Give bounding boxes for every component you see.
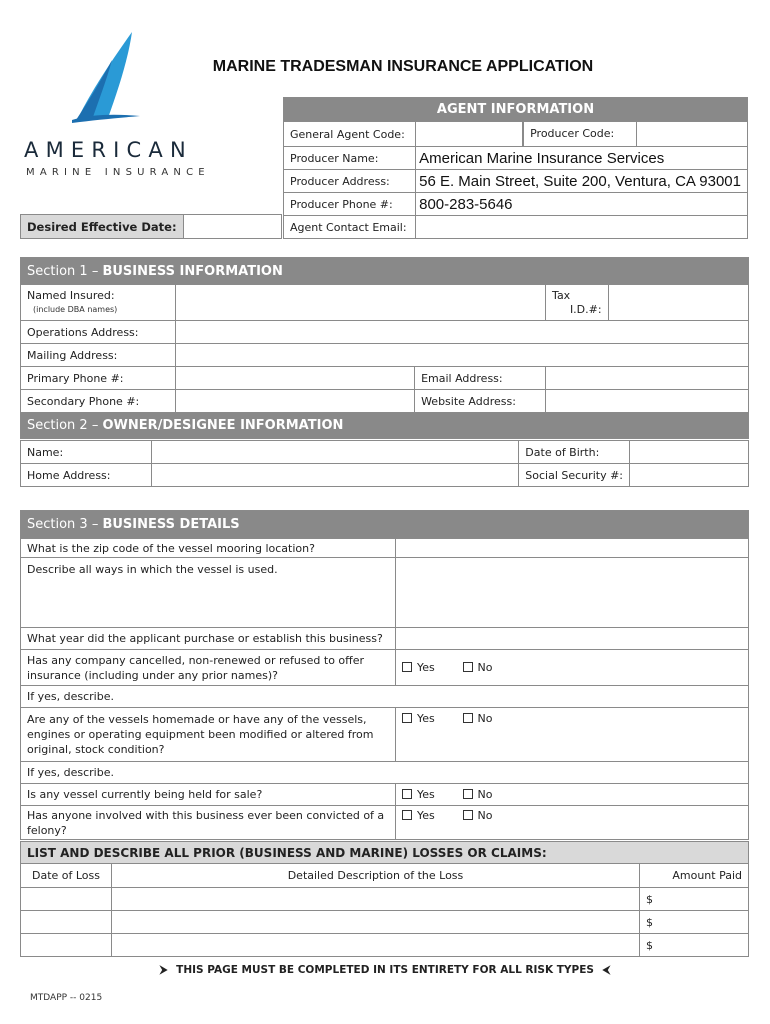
home-address-label: Home Address: [21,464,152,487]
website-address-field[interactable] [546,390,749,413]
form-code: MTDAPP -- 0215 [30,993,103,1003]
producer-name-field[interactable]: American Marine Insurance Services [416,147,748,170]
ssn-field[interactable] [630,464,749,487]
home-address-field[interactable] [152,464,519,487]
homemade-no-option[interactable]: No [463,712,520,725]
year-question: What year did the applicant purchase or establish this business? [21,628,396,650]
agent-email-field[interactable] [416,216,748,239]
email-address-label: Email Address: [415,367,546,390]
owner-name-field[interactable] [152,441,519,464]
loss-row-1-date[interactable] [21,888,112,911]
cancelled-yes-option[interactable]: Yes [402,661,459,674]
section2-header: Section 2 – OWNER/DESIGNEE INFORMATION [21,413,749,439]
loss-row-2-date[interactable] [21,911,112,934]
primary-phone-label: Primary Phone #: [21,367,176,390]
loss-row-1-amount[interactable]: $ [640,888,749,911]
homemade-yes-option[interactable]: Yes [402,712,459,725]
website-address-label: Website Address: [415,390,546,413]
owner-name-label: Name: [21,441,152,464]
brand-name: AMERICAN [24,138,193,162]
homemade-describe-field[interactable]: If yes, describe. [21,762,749,784]
operations-address-label: Operations Address: [21,321,176,344]
cancelled-question: Has any company cancelled, non-renewed or refused to offer insurance (including under any prior names)? [21,650,396,686]
section3-header: Section 3 – BUSINESS DETAILS [21,511,749,539]
dob-label: Date of Birth: [519,441,630,464]
zip-answer[interactable] [396,539,749,558]
tax-id-label: Tax I.D.#: [546,285,609,321]
dob-field[interactable] [630,441,749,464]
section3-table [20,510,749,840]
loss-row-1-description[interactable] [112,888,640,911]
for-sale-yes-option[interactable]: Yes [402,788,459,801]
checkbox-icon[interactable] [463,789,473,799]
cancelled-no-option[interactable]: No [463,661,520,674]
losses-table [20,841,749,957]
page-title: MARINE TRADESMAN INSURANCE APPLICATION [212,58,594,75]
agent-info-header: AGENT INFORMATION [284,98,748,122]
agent-info-table [283,97,748,239]
loss-row-2-description[interactable] [112,911,640,934]
effective-date-table [20,214,282,239]
cancelled-describe-field[interactable]: If yes, describe. [21,686,749,708]
section2-table [20,440,749,487]
sailboat-icon [72,30,142,124]
producer-address-field[interactable]: 56 E. Main Street, Suite 200, Ventura, CA 93001 [416,170,748,193]
named-insured-label: Named Insured: (include DBA names) [21,285,176,321]
for-sale-no-option[interactable]: No [463,788,520,801]
producer-phone-label: Producer Phone #: [284,193,416,216]
agent-email-label: Agent Contact Email: [284,216,416,239]
checkbox-icon[interactable] [463,662,473,672]
checkbox-icon[interactable] [402,789,412,799]
zip-question: What is the zip code of the vessel mooring location? [21,539,396,558]
footer-notice: ⮞ THIS PAGE MUST BE COMPLETED IN ITS ENTIRETY FOR ALL RISK TYPES ⮜ [159,964,611,976]
year-answer[interactable] [396,628,749,650]
general-agent-code-label: General Agent Code: [284,122,416,147]
col-amount-paid: Amount Paid [640,864,749,888]
arrow-left-icon: ⮜ [602,964,611,976]
checkbox-icon[interactable] [402,662,412,672]
effective-date-field[interactable] [184,215,282,239]
felony-question: Has anyone involved with this business ever been convicted of a felony? [21,806,396,840]
primary-phone-field[interactable] [175,367,415,390]
felony-no-option[interactable]: No [463,809,520,822]
email-address-field[interactable] [546,367,749,390]
describe-answer[interactable] [396,558,749,628]
secondary-phone-label: Secondary Phone #: [21,390,176,413]
operations-address-field[interactable] [175,321,748,344]
secondary-phone-field[interactable] [175,390,415,413]
section1-table [20,257,749,439]
effective-date-label: Desired Effective Date: [21,215,184,239]
col-date-of-loss: Date of Loss [21,864,112,888]
homemade-question: Are any of the vessels homemade or have any of the vessels, engines or operating equipment been modified or altered from original, stock condition? [21,708,396,762]
checkbox-icon[interactable] [402,810,412,820]
ssn-label: Social Security #: [519,464,630,487]
col-description: Detailed Description of the Loss [112,864,640,888]
company-logo [72,30,142,124]
felony-yes-option[interactable]: Yes [402,809,459,822]
tax-id-field[interactable] [608,285,748,321]
describe-question: Describe all ways in which the vessel is used. [21,558,396,628]
general-agent-code-field[interactable] [416,122,523,147]
loss-row-3-description[interactable] [112,934,640,957]
producer-phone-field[interactable]: 800-283-5646 [416,193,748,216]
producer-address-label: Producer Address: [284,170,416,193]
losses-header: LIST AND DESCRIBE ALL PRIOR (BUSINESS AND MARINE) LOSSES OR CLAIMS: [21,842,749,864]
loss-row-3-amount[interactable]: $ [640,934,749,957]
producer-code-label: Producer Code: [523,122,637,146]
producer-code-field[interactable] [637,122,747,146]
loss-row-3-date[interactable] [21,934,112,957]
section1-header: Section 1 – BUSINESS INFORMATION [21,258,749,285]
arrow-right-icon: ⮞ [159,964,168,976]
mailing-address-label: Mailing Address: [21,344,176,367]
brand-subtitle: MARINE INSURANCE [26,167,210,178]
loss-row-2-amount[interactable]: $ [640,911,749,934]
producer-name-label: Producer Name: [284,147,416,170]
checkbox-icon[interactable] [402,713,412,723]
mailing-address-field[interactable] [175,344,748,367]
checkbox-icon[interactable] [463,713,473,723]
checkbox-icon[interactable] [463,810,473,820]
for-sale-question: Is any vessel currently being held for sale? [21,784,396,806]
named-insured-field[interactable] [175,285,545,321]
